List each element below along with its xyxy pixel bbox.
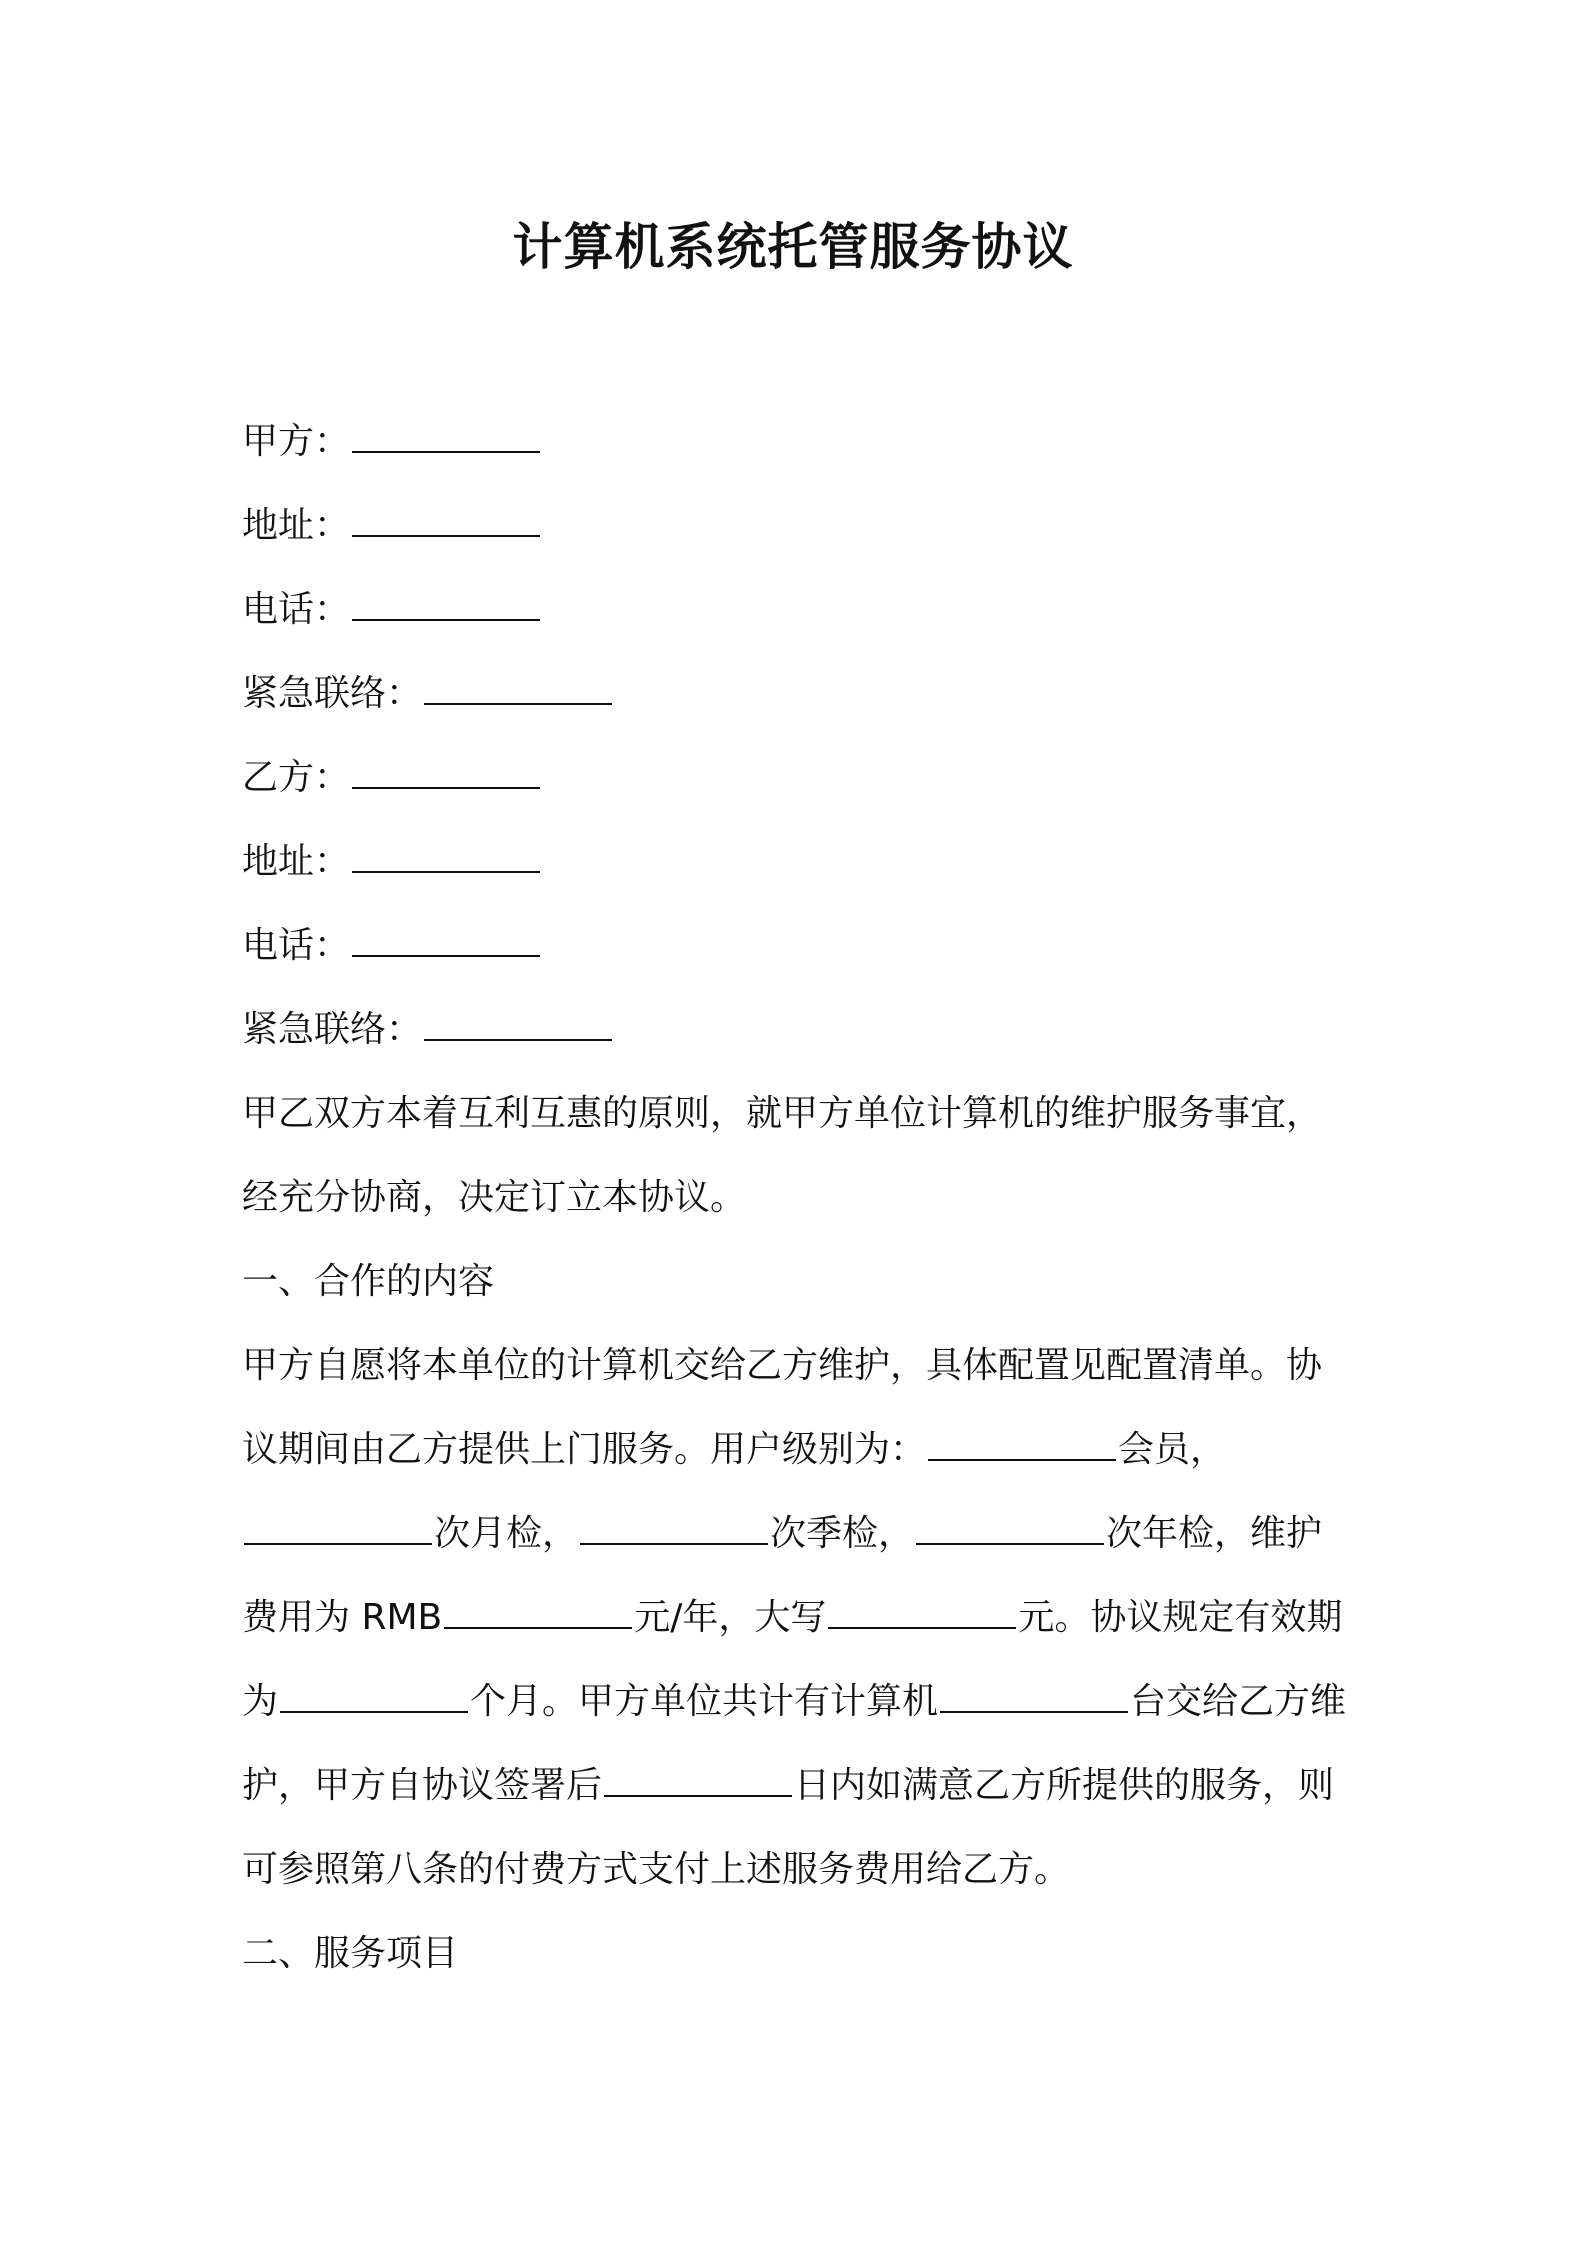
section-1-line-4: [242, 1576, 1362, 1660]
user-level-blank: [928, 1429, 1116, 1461]
party-a-phone-blank: [352, 589, 540, 621]
section-1-text: 元/年，大写: [634, 1597, 827, 1638]
document-body: [242, 400, 1362, 1996]
party-b-address-blank: [352, 841, 540, 873]
party-a-address-label: 地址：: [242, 505, 351, 546]
computer-count-blank: [940, 1681, 1128, 1713]
document-title: 计算机系统托管服务协议: [512, 218, 1074, 276]
section-1-line-7: 可参照第八条的付费方式支付上述服务费用给乙方。: [242, 1849, 1071, 1890]
section-1-text: 台交给乙方维: [1130, 1681, 1347, 1722]
party-a-name-label: 甲方：: [242, 421, 351, 462]
section-1-line-1: 甲方自愿将本单位的计算机交给乙方维护，具体配置见配置清单。协: [242, 1345, 1323, 1386]
party-b-address-row: [242, 820, 1362, 904]
party-b-phone-blank: [352, 925, 540, 957]
party-a-phone-label: 电话：: [242, 589, 351, 630]
party-b-name-blank: [352, 757, 540, 789]
section-1-text: 元。协议规定有效期: [1018, 1597, 1343, 1638]
party-b-name-row: [242, 736, 1362, 820]
party-a-name-row: [242, 400, 1362, 484]
preamble-line-2: 经充分协商，决定订立本协议。: [242, 1177, 747, 1218]
party-a-emergency-row: [242, 652, 1362, 736]
section-1-line-3: [242, 1492, 1362, 1576]
section-1-line-2: [242, 1408, 1362, 1492]
section-1-line-5: [242, 1660, 1362, 1744]
party-b-emergency-label: 紧急联络：: [242, 1009, 423, 1050]
monthly-check-blank: [244, 1513, 432, 1545]
preamble-line-1: 甲乙双方本着互利互惠的原则，就甲方单位计算机的维护服务事宜，: [242, 1093, 1323, 1134]
section-1-text: 次月检，: [434, 1513, 579, 1554]
fee-amount-blank: [444, 1597, 632, 1629]
fee-amount-words-blank: [828, 1597, 1016, 1629]
party-a-phone-row: [242, 568, 1362, 652]
section-1-text: 次年检，维护: [1106, 1513, 1323, 1554]
party-a-address-row: [242, 484, 1362, 568]
party-b-phone-row: [242, 904, 1362, 988]
section-1-line-6: [242, 1744, 1362, 1828]
section-1-text: 费用为 RMB: [242, 1597, 443, 1638]
quarterly-check-blank: [580, 1513, 768, 1545]
section-1-text: 议期间由乙方提供上门服务。用户级别为：: [242, 1429, 927, 1470]
validity-months-blank: [280, 1681, 468, 1713]
party-b-emergency-blank: [424, 1009, 612, 1041]
section-1-text: 为: [242, 1681, 279, 1722]
party-b-address-label: 地址：: [242, 841, 351, 882]
party-a-address-blank: [352, 505, 540, 537]
party-a-emergency-blank: [424, 673, 612, 705]
section-1-text: 次季检，: [770, 1513, 915, 1554]
party-b-emergency-row: [242, 988, 1362, 1072]
section-1-text: 个月。甲方单位共计有计算机: [470, 1681, 939, 1722]
party-a-name-blank: [352, 421, 540, 453]
section-1-text: 护，甲方自协议签署后: [242, 1765, 603, 1806]
section-1-text: 会员，: [1118, 1429, 1227, 1470]
days-blank: [604, 1765, 792, 1797]
party-a-emergency-label: 紧急联络：: [242, 673, 423, 714]
section-2-heading: 二、服务项目: [242, 1933, 459, 1974]
section-1-heading: 一、合作的内容: [242, 1261, 495, 1302]
party-b-name-label: 乙方：: [242, 757, 351, 798]
section-1-text: 日内如满意乙方所提供的服务，则: [794, 1765, 1335, 1806]
party-b-phone-label: 电话：: [242, 925, 351, 966]
yearly-check-blank: [916, 1513, 1104, 1545]
